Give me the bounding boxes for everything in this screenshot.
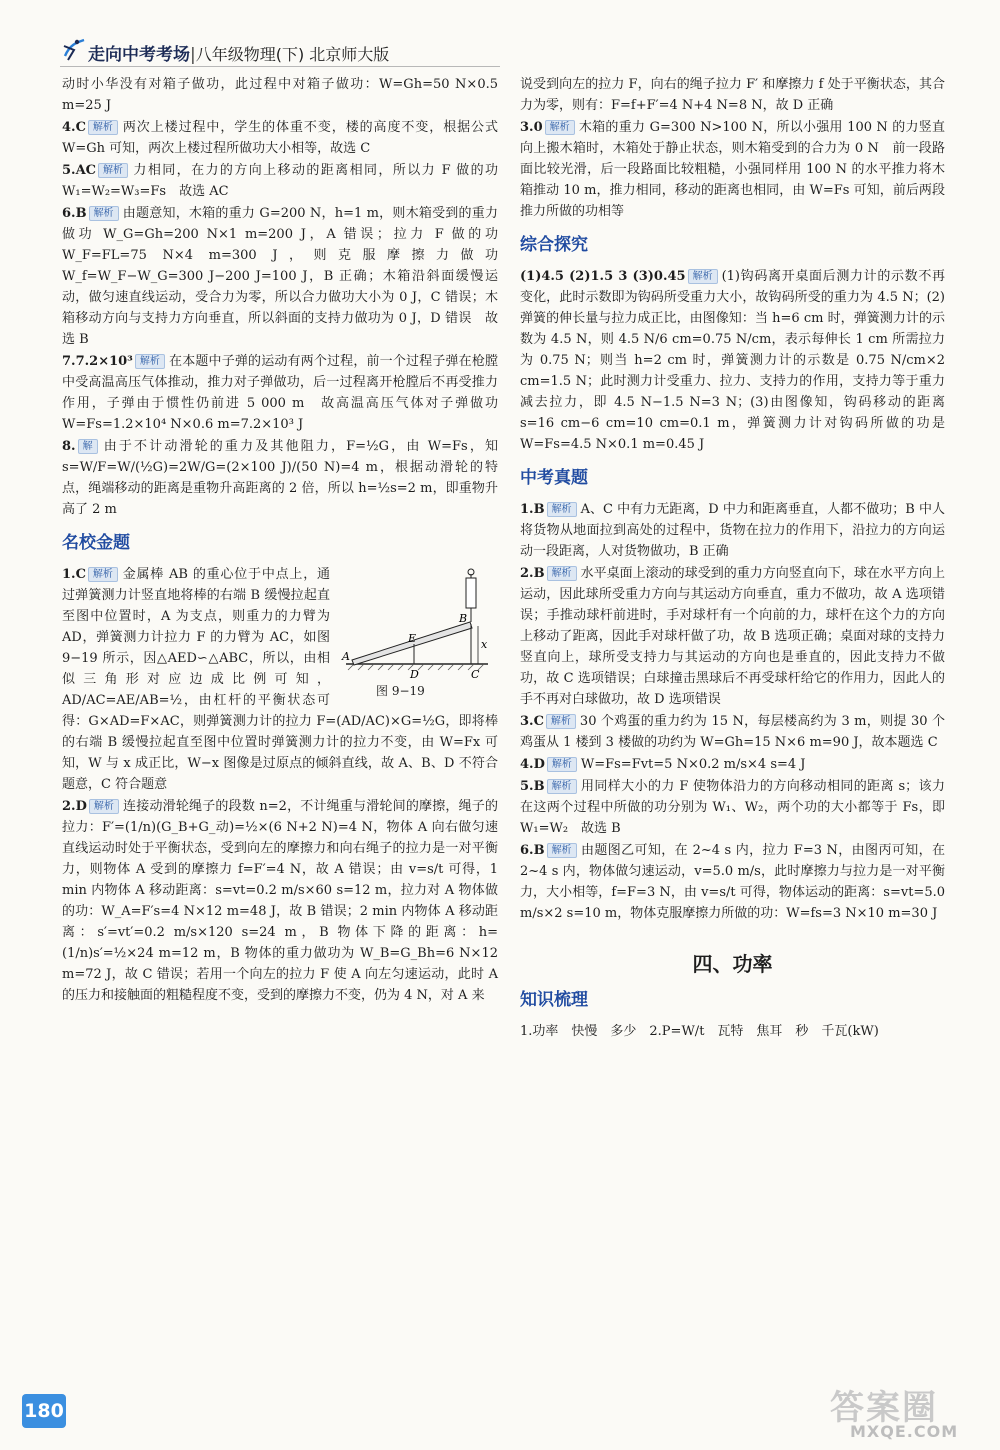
lever-diagram <box>338 564 498 684</box>
analysis-tag: 解析 <box>546 714 576 729</box>
section-title: 名校金题 <box>62 533 130 553</box>
analysis-tag: 解 <box>78 439 98 454</box>
section-title: 中考真题 <box>520 468 588 488</box>
answer-item: 1.B 解析 A、C 中有力无距离，D 中力和距离垂直，人都不做功；B 中人将货物从地面拉到高处的过程中，货物在拉力的作用下，沿拉力的方向运动一段距离，人对货物做功，B 正确 <box>520 502 945 559</box>
answer-item: 4.C 解析 两次上楼过程中，学生的体重不变，楼的高度不变，根据公式 W=Gh 可知，两次上楼过程所做功大小相等，故选 C <box>62 120 498 156</box>
book-title: 走向中考考场|八年级物理(下) 北京师大版 <box>88 45 390 65</box>
page-number: 180 <box>22 1394 66 1428</box>
analysis-tag: 解析 <box>547 502 577 517</box>
analysis-tag: 解析 <box>547 843 577 858</box>
answer-item: 5.AC 解析 力相同，在力的方向上移动的距离相同，所以力 F 做的功 W₁=W₂=W₃=Fs 故选 AC <box>62 163 498 199</box>
watermark <box>820 1380 990 1444</box>
runner-logo-icon <box>62 36 86 62</box>
analysis-tag: 解析 <box>688 269 718 284</box>
answer-item: 8. 解 由于不计动滑轮的重力及其他阻力，F=½G，由 W=Fs，知 s=W/F=W/(½G)=2W/G=(2×100 J)/(50 N)=4 m，根据动滑轮的特点，绳端移动的距离是重物升高距离的 2 倍，所以 h=½s=2 m，即重物升高了 2 m <box>62 439 498 517</box>
answer-item: 6.B 解析 由题意知，木箱的重力 G=200 N，h=1 m，则木箱受到的重力做功 W_G=Gh=200 N×1 m=200 J，A 错误；拉力 F 做的功 W_F=FL=75 N×4 m=300 J，则克服摩擦力做功 W_f=W_F−W_G=300 J−200 J=100 J，B 正确；木箱沿斜面缓慢运动，做匀速直线运动，受合力为零，所以合力做功大小为 0 J，C 错误；木箱移动方向与支持力方向垂直，所以斜面的支持力做功为 0 J，D 错误 故选 B <box>62 206 498 347</box>
page-header <box>0 0 1000 72</box>
answer-item: 4.D 解析 W=Fs=Fvt=5 N×0.2 m/s×4 s=4 J <box>520 757 806 772</box>
analysis-tag: 解析 <box>547 566 577 581</box>
header-rule <box>60 66 500 67</box>
answer-item: 3.0 解析 木箱的重力 G=300 N>100 N，所以小强用 100 N 的力竖直向上搬木箱时，木箱处于静止状态，则木箱受到的合力为 0 N 前一段路面比较光滑，后一段路面比较粗糙，小强同样用 100 N 的水平推力将木箱推动 10 m，推力相同，移动的距离也相同，由 W=Fs 可知，前后两段推力所做的功相等 <box>520 120 945 219</box>
lever-figure <box>338 564 498 702</box>
label-e: E <box>408 632 417 645</box>
left-column <box>62 74 498 1007</box>
chapter-title: 四、功率 <box>692 952 773 976</box>
right-column <box>520 74 945 1043</box>
analysis-tag: 解析 <box>545 120 575 135</box>
answer-item: 动时小华没有对箱子做功，此过程中对箱子做功：W=Gh=50 N×0.5 m=25 J <box>62 77 498 113</box>
answer-item: 2.B 解析 水平桌面上滚动的球受到的重力方向竖直向下，球在水平方向上运动，因此球所受重力方向与其运动方向垂直，重力不做功，故 A 选项错误；手推动球杆前进时，手对球杆有一个向前的力，球杆在这个力的方向上移动了距离，因此手对球杆做了功，故 B 选项正确；桌面对球的支持力竖直向上，球所受支持力与其运动的方向也是垂直的，因此支持力不做功，故 C 选项错误；白球撞击黑球后不再受球杆给它的作用力，因此人的手不再对白球做功，故 D 选项错误 <box>520 566 945 707</box>
answer-item: 7.7.2×10³ 解析 在本题中子弹的运动有两个过程，前一个过程子弹在枪膛中受高温高压气体推动，推力对子弹做功，后一过程离开枪膛后不再受推力作用，子弹由于惯性仍前进 5 000 m 故高温高压气体对子弹做功 W=Fs=1.2×10⁴ N×0.6 m=7.2×10³ J <box>62 354 498 432</box>
section-title: 综合探究 <box>520 235 588 255</box>
watermark-logo: 答案圈 <box>830 1388 938 1428</box>
analysis-tag: 解析 <box>89 206 119 221</box>
analysis-tag: 解析 <box>135 354 165 369</box>
analysis-tag: 解析 <box>547 757 577 772</box>
analysis-tag: 解析 <box>89 799 119 814</box>
analysis-tag: 解析 <box>88 120 118 135</box>
answer-item: 3.C 解析 30 个鸡蛋的重力约为 15 N，每层楼高约为 3 m，则提 30 个鸡蛋从 1 楼到 3 楼做的功约为 W=Gh=15 N×6 m=90 J，故本题选 C <box>520 714 945 750</box>
answer-item: 说受到向左的拉力 F，向右的绳子拉力 F′ 和摩擦力 f 处于平衡状态，其合力为零，则有：F=f+F′=4 N+4 N=8 N，故 D 正确 <box>520 77 945 113</box>
analysis-tag: 解析 <box>98 163 128 178</box>
section-title: 知识梳理 <box>520 990 588 1010</box>
label-b: B <box>459 612 468 625</box>
knowledge-line: 1.功率 快慢 多少 2.P=W/t 瓦特 焦耳 秒 千瓦(kW) <box>520 1024 879 1039</box>
analysis-tag: 解析 <box>547 779 577 794</box>
watermark-url: MXQE.COM <box>850 1422 959 1441</box>
label-c: C <box>471 668 480 681</box>
figure-caption: 图 9−19 <box>376 684 425 698</box>
analysis-tag: 解析 <box>88 567 118 582</box>
answer-item: 6.B 解析 由题图乙可知，在 2~4 s 内，拉力 F=3 N，由图丙可知，在 2~4 s 内，物体做匀速运动，v=5.0 m/s，此时摩擦力与拉力是一对平衡力，大小相等，f=F=3 N，由 v=s/t 可得，物体运动的距离：s=vt=5.0 m/s×2 s=10 m，物体克服摩擦力所做的功：W=fs=3 N×10 m=30 J <box>520 843 945 921</box>
answer-item: 5.B 解析 用同样大小的力 F 使物体沿力的方向移动相同的距离 s；该力在这两个过程中所做的功分别为 W₁、W₂，两个功的大小都等于 Fs，即 W₁=W₂ 故选 B <box>520 779 945 836</box>
answer-item: (1)4.5 (2)1.5 3 (3)0.45 解析 (1)钩码离开桌面后测力计的示数不再变化，此时示数即为钩码所受重力大小，故钩码所受的重力为 4.5 N；(2)弹簧的伸长量与拉力成正比，由图像知：当 h=6 cm 时，弹簧测力计的示数为 4.5 N，则 4.5 N/6 cm=0.75 N/cm，表示每伸长 1 cm 所需拉力为 0.75 N；则当 h=2 cm 时，弹簧测力计的示数是 0.75 N/cm×2 cm=1.5 N；此时测力计受重力、拉力、支持力的作用，支持力等于重力减去拉力，即 4.5 N−1.5 N=3 N；(3)由图像知，钩码移动的距离 s=16 cm−6 cm=10 cm=0.1 m，弹簧测力计对钩码所做的功是 W=Fs=4.5 N×0.1 m=0.45 J <box>520 269 946 452</box>
label-x: x <box>481 638 488 651</box>
answer-item: 2.D 解析 连接动滑轮绳子的段数 n=2，不计绳重与滑轮间的摩擦，绳子的拉力：F′=(1/n)(G_B+G_动)=½×(6 N+2 N)=4 N，物体 A 向右做匀速直线运动时处于平衡状态，受到向左的摩擦力和向右绳子的拉力是一对平衡力，则物体 A 受到的摩擦力 f=F′=4 N，故 A 错误；由 v=s/t 可得，1 min 内物体 A 移动距离：s=vt=0.2 m/s×60 s=12 m，拉力对 A 物体做的功：W_A=F′s=4 N×12 m=48 J，故 B 错误；2 min 内物体 A 移动距离：s′=vt′=0.2 m/s×120 s=24 m，B 物体下降的距离：h=(1/n)s′=½×24 m=12 m，B 物体的重力做功为 W_B=G_Bh=6 N×12 m=72 J，故 C 错误；若用一个向左的拉力 F 使 A 向左匀速运动，此时 A 的压力和接触面的粗糙程度不变，受到的摩擦力不变，仍为 4 N，对 A 来 <box>62 799 498 1003</box>
label-a: A <box>342 650 350 663</box>
answer-item: A B C D E x 图 9−19 1.C 解析 金属棒 AB 的重心位于中点上，通过弹簧测力计竖直地将棒的右端 B 缓慢拉起直至图中位置时，A 为支点，则重力的力臂为 AD，弹簧测力计拉力 F 的力臂为 AC，如图 9−19 所示，因△AED∽△ABC，所以，由相似三角形对应边成比例可知，AD/AC=AE/AB=½，由杠杆的平衡状态可得：G×AD=F×AC，则弹簧测力计的拉力 F=(AD/AC)×G=½G，即将棒的右端 B 缓慢拉起直至图中位置时弹簧测力计的拉力不变，由 W=Fx 可知，W 与 x 成正比，W−x 图像是过原点的倾斜直线，故 A、B、D 不符合题意，C 符合题意 <box>62 564 498 795</box>
label-d: D <box>410 668 419 681</box>
